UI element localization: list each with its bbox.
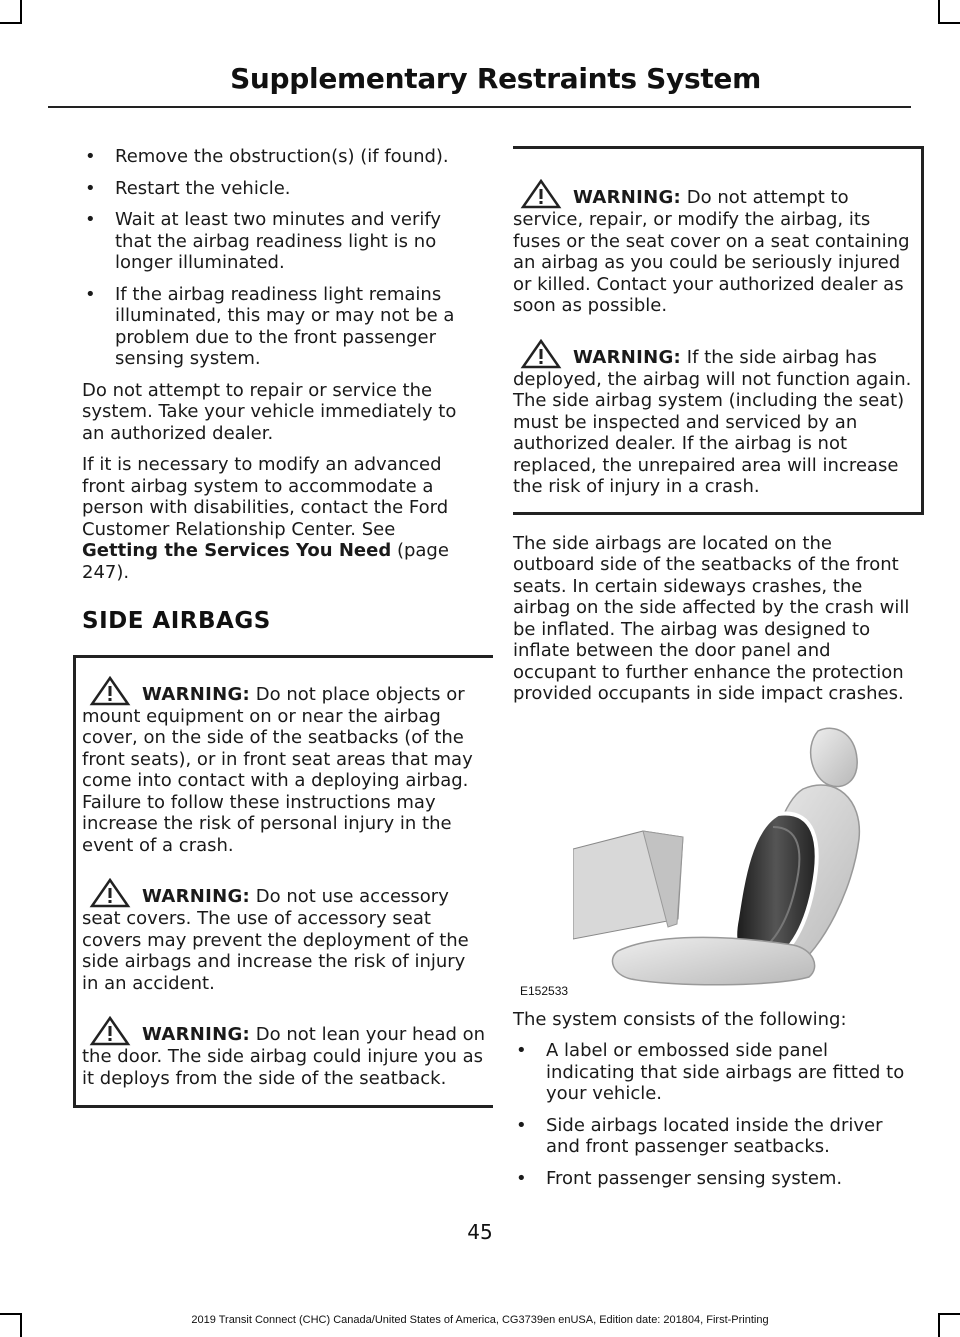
right-column	[513, 146, 913, 1199]
warning: WARNING: Do not lean your head on the door. The side airbag could injure you as it deploys from the side of the seatback.	[82, 1016, 487, 1089]
warning: WARNING: Do not place objects or mount equipment on or near the airbag cover, on the side of the seatbacks (of the front seats), or in front seat areas that may come into contact with a deploying airbag. Failure to follow these instructions may increase the risk of personal injury in the event of a crash.	[82, 676, 487, 857]
warning-label: WARNING:	[142, 683, 251, 705]
warning-triangle-icon	[519, 339, 565, 369]
bullet-glyph: •	[85, 209, 96, 230]
paragraph: Do not attempt to repair or service the system. Take your vehicle immediately to an authorized dealer.	[82, 379, 457, 444]
bullet-glyph: •	[516, 1114, 527, 1136]
list-item: • Front passenger sensing system.	[516, 1167, 843, 1189]
warning-triangle-icon	[88, 676, 134, 706]
warning-box	[513, 146, 924, 515]
left-bullet-list	[82, 146, 482, 370]
bullet-glyph: •	[85, 283, 96, 305]
right-bullet-list	[513, 1040, 913, 1189]
crop-mark	[20, 0, 22, 24]
warning-label: WARNING:	[142, 1024, 251, 1045]
bullet-glyph: •	[516, 1167, 527, 1189]
side-airbag-seat-illustration	[573, 719, 873, 989]
bullet-glyph: •	[516, 1040, 527, 1061]
crop-mark	[938, 0, 940, 24]
list-item: • Side airbags located inside the driver and front passenger seatbacks.	[516, 1114, 883, 1157]
page-title: Supplementary Restraints System	[230, 62, 761, 95]
warning: WARNING: Do not use accessory seat covers. The use of accessory seat covers may prevent the deployment of the side airbags and increase the risk of injury in an accident.	[82, 878, 487, 994]
left-column	[82, 146, 486, 1108]
warning-label: WARNING:	[573, 346, 682, 368]
warning-box	[73, 655, 493, 1109]
list-item: • A label or embossed side panel indicating that side airbags are fitted to your vehicle.	[516, 1040, 905, 1104]
list-item: • Remove the obstruction(s) (if found).	[85, 146, 449, 167]
warning-label: WARNING:	[142, 886, 251, 907]
list-item: • Restart the vehicle.	[85, 177, 291, 199]
paragraph: If it is necessary to modify an advanced front airbag system to accommodate a person with disabilities, contact the Ford Customer Relationship Center. See Getting the Services You Need (page 247).	[82, 454, 449, 583]
bullet-glyph: •	[85, 146, 96, 167]
page-reference-link[interactable]: Getting the Services You Need	[82, 540, 392, 561]
paragraph: The system consists of the following:	[513, 1008, 847, 1030]
bullet-glyph: •	[85, 177, 96, 199]
crop-mark	[0, 22, 20, 24]
paragraph: The side airbags are located on the outboard side of the seatbacks of the front seats. In certain sideways crashes, the airbag on the side affected by the crash will be inflated. The airbag was designed to inflate between the door panel and occupant to further enhance the protection provided occupants in side impact crashes.	[513, 532, 910, 704]
page-header	[48, 54, 911, 108]
warning: WARNING: Do not attempt to service, repair, or modify the airbag, its fuses or the seat cover on a seat containing an airbag as you could be seriously injured or killed. Contact your authorized dealer as soon as possible.	[513, 179, 913, 317]
warning-triangle-icon	[88, 878, 134, 908]
warning-label: WARNING:	[573, 187, 682, 208]
warning-triangle-icon	[88, 1016, 134, 1046]
section-heading: SIDE AIRBAGS	[82, 608, 271, 634]
list-item: • Wait at least two minutes and verify that the airbag readiness light is no longer illuminated.	[85, 209, 442, 273]
warning: WARNING: If the side airbag has deployed, the airbag will not function again. The side airbag system (including the seat) must be inspected and serviced by an authorized dealer. If the airbag is not replaced, the unrepaired area will increase the risk of injury in a crash.	[513, 339, 913, 498]
list-item: • If the airbag readiness light remains illuminated, this may or may not be a problem due to the front passenger sensing system.	[85, 283, 455, 369]
crop-mark	[940, 22, 960, 24]
page-footer: 2019 Transit Connect (CHC) Canada/United States of America, CG3739en enUSA, Edition date: 201804, First-Printing	[191, 1314, 769, 1326]
seat-airbag-figure	[513, 719, 913, 1009]
warning-triangle-icon	[519, 179, 565, 209]
figure-code: E152533	[520, 983, 569, 998]
page-number: 45	[467, 1220, 493, 1244]
